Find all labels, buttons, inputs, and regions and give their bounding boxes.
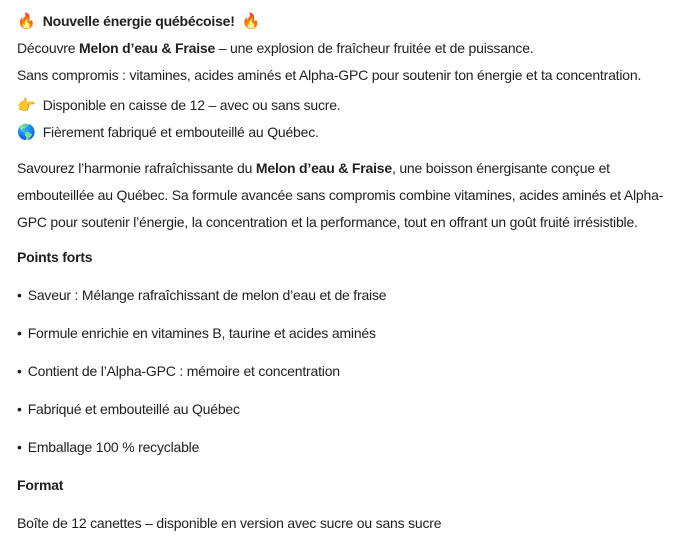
bullet-icon: • <box>17 287 22 303</box>
flame-icon: 🔥 <box>241 13 261 30</box>
list-item-text: Emballage 100 % recyclable <box>27 439 200 455</box>
list-item-formula <box>17 320 675 347</box>
description-prefix: Savourez l’harmonie rafraîchissante du <box>17 160 256 176</box>
highlight-availability-text: Disponible en caisse de 12 – avec ou sans sucre. <box>42 97 341 113</box>
list-item-alpha-gpc <box>17 358 675 385</box>
bullet-icon: • <box>17 325 22 341</box>
description-suffix: , une boisson énergisante conçue et embouteillée au Québec. Sa formule avancée sans compromis combine vitamines, acides aminés et Alpha-GPC pour soutenir l’énergie, la concentration et la performance, tout en offrant un goût fruité irrésistible. <box>17 160 664 230</box>
intro-line-1-suffix: – une explosion de fraîcheur fruitée et de puissance. <box>215 40 534 56</box>
product-name: Melon d’eau & Fraise <box>79 40 216 56</box>
list-item-recyclable <box>17 434 675 461</box>
intro-line-1-prefix: Découvre <box>17 40 80 56</box>
pointing-right-icon: 👉 <box>17 97 36 114</box>
highlight-availability <box>17 92 675 119</box>
list-item-flavor <box>17 282 675 309</box>
document-title <box>17 8 675 35</box>
bullet-icon: • <box>17 439 22 455</box>
highlight-origin <box>17 119 675 146</box>
title-text: Nouvelle énergie québécoise! <box>42 13 235 29</box>
description-paragraph <box>17 155 675 236</box>
globe-icon: 🌎 <box>17 124 36 141</box>
highlight-origin-text: Fièrement fabriqué et embouteillé au Québec. <box>42 124 319 140</box>
format-heading: Format <box>17 477 64 493</box>
points-forts-heading: Points forts <box>17 249 93 265</box>
list-item-text: Contient de l’Alpha-GPC : mémoire et concentration <box>27 363 340 379</box>
product-name: Melon d’eau & Fraise <box>255 160 392 176</box>
intro-line-2: Sans compromis : vitamines, acides aminés et Alpha-GPC pour soutenir ton énergie et ta concentration. <box>17 67 642 83</box>
bullet-icon: • <box>17 401 22 417</box>
list-item-text: Saveur : Mélange rafraîchissant de melon d’eau et de fraise <box>27 287 387 303</box>
bullet-icon: • <box>17 363 22 379</box>
flame-icon: 🔥 <box>17 13 36 30</box>
list-item-text: Fabriqué et embouteillé au Québec <box>27 401 240 417</box>
list-item-quebec <box>17 396 675 423</box>
list-item-text: Formule enrichie en vitamines B, taurine et acides aminés <box>27 325 376 341</box>
format-text: Boîte de 12 canettes – disponible en version avec sucre ou sans sucre <box>17 515 442 531</box>
intro-line-1 <box>17 35 675 62</box>
